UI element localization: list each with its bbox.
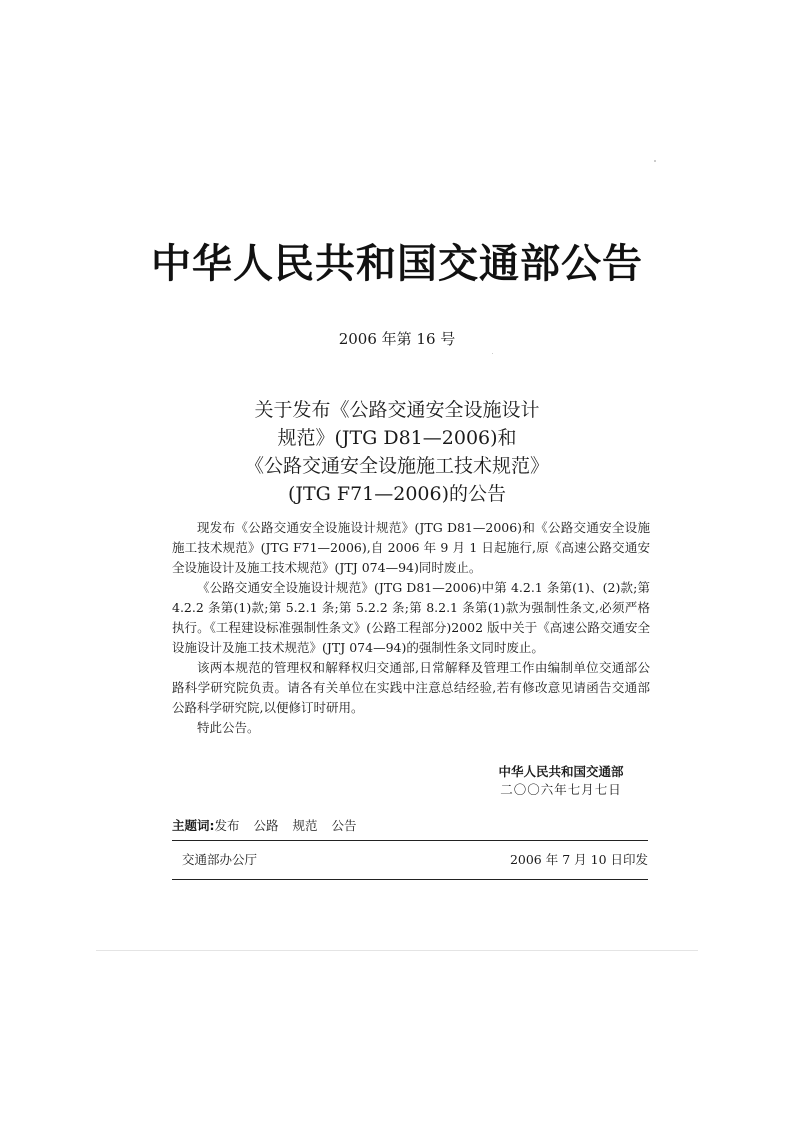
keyword-term: 发布 — [214, 818, 240, 833]
scan-speck — [492, 353, 493, 354]
printing-date: 2006 年 7 月 10 日印发 — [509, 852, 648, 867]
issuing-authority: 中华人民共和国交通部 — [498, 764, 624, 779]
body-paragraph: 该两本规范的管理权和解释权归交通部,日常解释及管理工作由编制单位交通部公路科学研究院负责。请各有关单位在实践中注意总结经验,若有修改意见请函告交通部公路科学研究院,以便修订时研用。 — [172, 660, 650, 715]
keyword-term: 公路 — [253, 818, 279, 833]
issuing-office: 交通部办公厅 — [182, 852, 258, 867]
scan-speck — [654, 160, 656, 162]
announcement-body — [172, 518, 650, 738]
page-title: 中华人民共和国交通部公告 — [151, 241, 643, 287]
footer-bottom-rule — [172, 879, 648, 880]
subject-keywords — [172, 816, 371, 836]
subtitle-line: 《公路交通安全设施施工技术规范》 — [244, 455, 549, 477]
subtitle-line: (JTG F71—2006)的公告 — [287, 483, 507, 505]
subtitle-line: 规范》(JTG D81—2006)和 — [277, 427, 517, 449]
document-number: 2006 年第 16 号 — [338, 330, 456, 348]
subtitle-line: 关于发布《公路交通安全设施设计 — [254, 399, 540, 421]
page-bottom-edge — [96, 950, 698, 951]
footer-top-rule — [172, 840, 648, 841]
keyword-term: 规范 — [292, 818, 318, 833]
issue-date: 二〇〇六年七月七日 — [500, 782, 622, 797]
keyword-term: 公告 — [331, 818, 357, 833]
body-paragraph: 现发布《公路交通安全设施设计规范》(JTG D81—2006)和《公路交通安全设施施工技术规范》(JTG F71—2006),自 2006 年 9 月 1 日起施行,原《高速公路交通安全设施设计及施工技术规范》(JTJ 074—94)同时废止。 — [172, 520, 650, 575]
body-paragraph: 特此公告。 — [197, 720, 260, 735]
body-paragraph: 《公路交通安全设施设计规范》(JTG D81—2006)中第 4.2.1 条第(1)、(2)款;第 4.2.2 条第(1)款;第 5.2.1 条;第 5.2.2 条;第 8.2.1 条第(1)款为强制性条文,必须严格执行。《工程建设标准强制性条文》(公路工程部分)2002 版中关于《高速公路交通安全设施设计及施工技术规范》(JTJ 074—94)的强制性条文同时废止。 — [172, 580, 650, 655]
keywords-label: 主题词: — [172, 818, 215, 833]
announcement-subtitle — [0, 396, 794, 508]
